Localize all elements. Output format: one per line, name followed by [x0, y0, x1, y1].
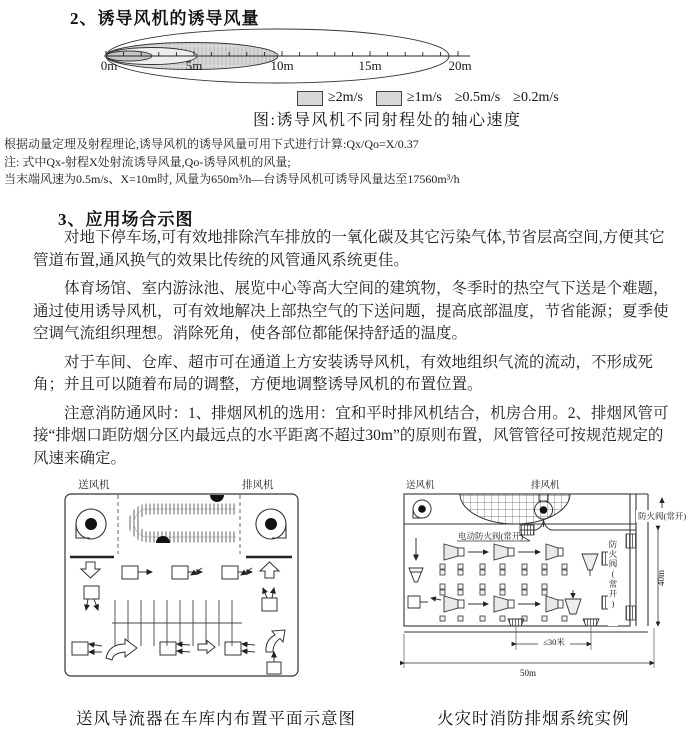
- airflow-stream-hatch: [134, 495, 236, 543]
- fire-smoke-caption: 火灾时消防排烟系统实例: [437, 709, 630, 728]
- deflector-left: [84, 586, 99, 610]
- fire-damper-vertical-label: 防火阀(常开): [608, 540, 618, 626]
- curved-flow-arrow: [106, 639, 137, 660]
- garage-outline: [65, 494, 298, 676]
- pair-square-row-b: [440, 584, 547, 595]
- svg-text:电动防火阀(常开): 电动防火阀(常开): [458, 531, 524, 541]
- dim-30m: [516, 626, 591, 650]
- svg-text:40m: 40m: [656, 569, 666, 587]
- electric-damper-callout: [457, 531, 530, 541]
- tick-15m: 15m: [358, 58, 382, 73]
- section3-heading: 3、应用场合示图: [58, 210, 194, 229]
- left-exhaust-fan-label: 排风机: [242, 480, 274, 491]
- left-supply-fan-label: 送风机: [78, 480, 110, 491]
- legend-item-1ms: [376, 90, 442, 106]
- dim-40m: [656, 530, 666, 626]
- induced-fan-row-1: [444, 544, 563, 560]
- fire-smoke-system-figure: [400, 478, 692, 700]
- garage-plan-figure: [60, 478, 305, 680]
- legend-label-05ms: ≥0.5m/s: [454, 90, 501, 105]
- wall-damper-bottom: [626, 606, 636, 620]
- supply-air-down-arrow: [81, 562, 100, 578]
- wall-damper-top: [626, 534, 636, 548]
- exhaust-air-up-arrow: [260, 562, 279, 578]
- exhaust-fan-icon: [256, 509, 286, 539]
- formula-notes: [4, 136, 564, 189]
- legend-item-2ms: [297, 90, 363, 106]
- ceiling-nozzle-mid: [565, 590, 611, 614]
- jet-velocity-figure: [96, 26, 486, 90]
- ceiling-nozzle-right: [582, 552, 611, 576]
- right-supply-fan-label: 送风机: [406, 481, 435, 491]
- legend-label-2ms: ≥2m/s: [328, 90, 363, 105]
- paragraph-parking: 对地下停车场,可有效地排除汽车排放的一氧化碳及其它污染气体,节省层高空间,方便其它管道布置,通风换气的效果比传统的风管通风系统更佳。: [33, 229, 665, 269]
- garage-plan-caption: 送风导流器在车库内布置平面示意图: [76, 709, 356, 728]
- section3-paragraphs: [33, 227, 670, 476]
- legend-label-1ms: ≥1m/s: [406, 90, 442, 105]
- fire-damper-callout: [636, 498, 692, 522]
- deflector-right: [262, 588, 277, 611]
- deflector-row-bottom: [72, 642, 255, 655]
- inlet-damper-top: [210, 495, 224, 502]
- tick-5m: 5m: [185, 58, 203, 73]
- velocity-legend: [297, 90, 559, 106]
- induced-fan-row-2: [408, 596, 563, 612]
- corner-exhaust-box: [267, 652, 281, 674]
- paragraph-workshop: 对于车间、仓库、超市可在通道上方安装诱导风机，有效地组织气流的流动，不形成死角；并且可以随着布局的调整，方便地调整诱导风机的布置位置。: [33, 353, 654, 393]
- tick-0m: 0m: [100, 58, 118, 73]
- svg-text:≤30米: ≤30米: [543, 637, 565, 647]
- flow-right-arrow: [198, 641, 215, 654]
- right-exhaust-fan-label: 排风机: [531, 481, 560, 491]
- bottom-grilles: [508, 619, 599, 626]
- pair-square-row-a: [440, 564, 567, 575]
- jet-figure-caption: 图:诱导风机不同射程处的轴心速度: [253, 112, 522, 129]
- legend-swatch-2ms: [297, 91, 323, 106]
- paragraph-large-space: 体育场馆、室内游泳池、展览中心等高大空间的建筑物，冬季时的热空气下送是个难题，通过使用诱导风机，可有效地解决上部热空气的下送问题，提高底部温度，节省能源；夏季使空调气流组织理想。消除死角，使各部位都能保持舒适的温度。: [33, 280, 669, 342]
- deflector-row-top: [122, 566, 252, 579]
- parking-grid: [112, 600, 242, 646]
- pair-square-row-c: [440, 616, 567, 621]
- floor-nozzle-left: [409, 568, 423, 582]
- right-supply-fan-icon: [413, 500, 431, 518]
- ramp-hatched-area: [460, 494, 570, 524]
- section2-heading: 2、诱导风机的诱导风量: [70, 9, 260, 28]
- supply-fan-icon: [76, 509, 106, 539]
- tick-10m: 10m: [270, 58, 294, 73]
- curved-up-arrow: [266, 630, 285, 652]
- legend-item-02ms: [513, 90, 558, 106]
- tick-20m: 20m: [448, 58, 472, 73]
- legend-swatch-1ms: [376, 91, 402, 106]
- note-line-1: 根据动量定理及射程理论,诱导风机的诱导风量可用下式进行计算:Qx/Qo=X/0.37: [4, 137, 419, 151]
- legend-item-05ms: [455, 90, 500, 106]
- dim-50m: [404, 628, 654, 678]
- paragraph-fire-vent: 注意消防通风时：1、排烟风机的选用：宜和平时排风机结合，机房合用。2、排烟风管可接“排烟口距防烟分区内最远点的水平距离不超过30m”的原则布置，风管管径可按规范规定的风速来确定。: [33, 404, 669, 467]
- note-line-3: 当末端风速为0.5m/s、X=10m时, 风量为650m³/h—台诱导风机可诱导风量达至17560m³/h: [4, 172, 460, 186]
- legend-label-02ms: ≥0.2m/s: [513, 90, 559, 105]
- note-line-2: 注: 式中Qx-射程X处射流诱导风量,Qo-诱导风机的风量;: [4, 154, 291, 169]
- svg-text:防火阀(常开): 防火阀(常开): [638, 511, 687, 521]
- svg-text:50m: 50m: [519, 668, 537, 678]
